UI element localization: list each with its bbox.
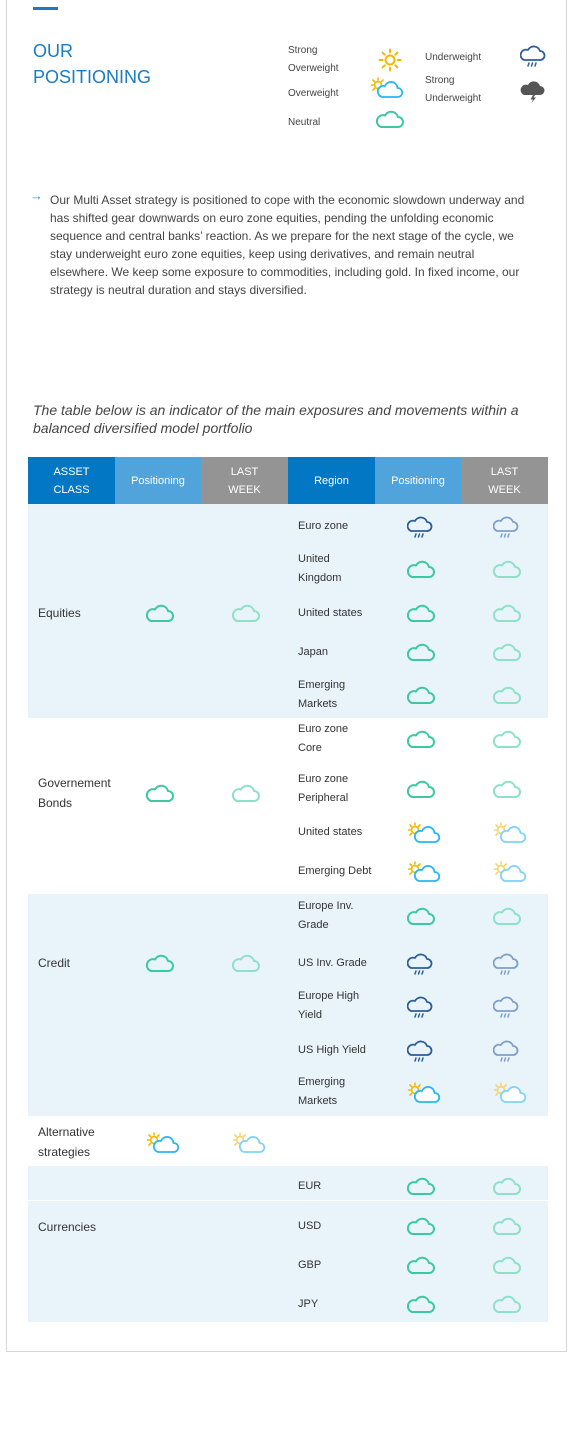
arrow-icon: →: [30, 188, 43, 203]
region-text: Markets: [298, 1095, 338, 1107]
cloud-icon: [146, 782, 174, 809]
rain-cloud-icon: [493, 1039, 519, 1070]
cloud-icon: [407, 1293, 435, 1320]
rain-cloud-icon: [407, 952, 433, 983]
sun-cloud-icon: [493, 1081, 527, 1110]
rain-cloud-icon: [407, 515, 433, 546]
region-gb-emd: Emerging Debt: [298, 865, 372, 877]
cloud-icon: [493, 1293, 521, 1320]
cloud-icon: [407, 1215, 435, 1242]
table-body: [28, 504, 548, 1322]
currencies-group: [28, 1166, 548, 1322]
credit-group: [28, 894, 548, 1116]
region-text: Emerging: [298, 1076, 346, 1088]
rain-cloud-icon: [493, 995, 519, 1026]
header-positioning: Positioning: [115, 457, 201, 504]
region-eq-euro: Euro zone: [298, 520, 349, 532]
cloud-icon: [407, 558, 435, 585]
sun-cloud-icon: [232, 1131, 266, 1160]
asset-class-credit: Credit: [38, 956, 71, 970]
region-cr-usig: US Inv. Grade: [298, 957, 367, 969]
region-gb-us: United states: [298, 826, 363, 838]
cloud-icon: [407, 1254, 435, 1281]
divider: [28, 1200, 548, 1201]
rain-cloud-icon: [407, 995, 433, 1026]
rain-cloud-icon: [493, 515, 519, 546]
cloud-icon: [493, 641, 521, 668]
cloud-icon: [407, 684, 435, 711]
cloud-icon: [407, 1175, 435, 1202]
cloud-icon: [407, 602, 435, 629]
cloud-icon: [407, 905, 435, 932]
equities-group: [28, 504, 548, 718]
region-cr-em: [298, 1073, 378, 1111]
cloud-icon: [493, 558, 521, 585]
asset-class-equities: Equities: [38, 606, 81, 620]
title-line-1: OUR: [33, 41, 73, 61]
sun-cloud-icon: [370, 76, 404, 105]
cloud-icon: [493, 728, 521, 755]
title-line-2: POSITIONING: [33, 67, 152, 87]
sun-cloud-icon: [493, 821, 527, 850]
legend-strong-underweight-label: [425, 72, 481, 108]
asset-class-gov_bonds: [38, 773, 111, 813]
header-region: Region: [288, 457, 375, 504]
rain-cloud-icon: [520, 44, 546, 75]
cloud-icon: [493, 1254, 521, 1281]
region-eq-uk: [298, 550, 378, 588]
header-last-week-region: [461, 457, 548, 504]
asset-class-alternative: [38, 1122, 95, 1162]
table-note: The table below is an indicator of the main exposures and movements within a balanced diversified model portfolio: [33, 402, 519, 436]
region-text: Euro zone: [298, 773, 349, 785]
sun-cloud-icon: [407, 1081, 441, 1110]
region-cr-ehy: [298, 987, 378, 1025]
legend-text: Strong: [425, 75, 455, 86]
asset-class-text: Governement: [38, 776, 111, 790]
region-gb-core: [298, 720, 378, 758]
cloud-icon: [232, 602, 260, 629]
header-last-week: [201, 457, 288, 504]
legend-overweight-label: Overweight: [288, 88, 339, 99]
header-asset-class: [28, 457, 115, 504]
asset-class-text: strategies: [38, 1145, 91, 1159]
cloud-icon: [146, 602, 174, 629]
cloud-icon: [493, 778, 521, 805]
sun-icon: [378, 48, 402, 77]
region-text: Kingdom: [298, 572, 342, 584]
sun-cloud-icon: [407, 821, 441, 850]
positioning-table: [28, 457, 548, 1322]
cloud-icon: [232, 782, 260, 809]
legend-text: Overweight: [288, 63, 339, 74]
header-text: WEEK: [488, 483, 521, 496]
legend-text: Underweight: [425, 93, 482, 104]
header-text: CLASS: [53, 483, 90, 496]
region-cr-ushy: US High Yield: [298, 1044, 366, 1056]
cloud-icon: [493, 905, 521, 932]
asset-class-text: Alternative: [38, 1125, 95, 1139]
region-eq-em: [298, 676, 378, 714]
region-text: Core: [298, 742, 322, 754]
region-eq-japan: Japan: [298, 646, 328, 658]
legend-neutral-label: Neutral: [288, 117, 321, 128]
page-title: [33, 38, 151, 90]
storm-cloud-icon: [520, 80, 546, 109]
region-gb-periph: [298, 770, 378, 808]
header-positioning-region: Positioning: [375, 457, 461, 504]
sun-cloud-icon: [493, 860, 527, 889]
region-fx-usd: USD: [298, 1220, 322, 1232]
sun-cloud-icon: [146, 1131, 180, 1160]
cloud-icon: [146, 952, 174, 979]
rain-cloud-icon: [493, 952, 519, 983]
asset-class-currencies: Currencies: [38, 1220, 97, 1234]
legend-underweight-label: Underweight: [425, 52, 482, 63]
accent-bar: [33, 7, 58, 10]
header-text: WEEK: [228, 483, 261, 496]
rain-cloud-icon: [407, 1039, 433, 1070]
cloud-icon: [407, 728, 435, 755]
header-text: LAST: [230, 465, 259, 478]
cloud-icon: [493, 684, 521, 711]
cloud-icon: [493, 1175, 521, 1202]
intro-paragraph: Our Multi Asset strategy is positioned to cope with the economic slowdown underway and has shifted gear downwards on euro zone equities, pending the unfolding economic sequence and central banks’ reaction. As we prepare for the next stage of the cycle, we stay underweight euro zone equities, keep using derivatives, and remain neutral elsewhere. We keep some exposure to commodities, including gold. In fixed income, our strategy is neutral duration and stays diversified.: [50, 193, 525, 297]
region-text: Europe High: [298, 990, 360, 1002]
alternative-group: [28, 1116, 548, 1166]
region-text: Grade: [298, 919, 329, 931]
legend-strong-overweight-label: [288, 42, 339, 78]
cloud-icon: [232, 952, 260, 979]
region-eq-us: United states: [298, 607, 363, 619]
cloud-icon: [493, 602, 521, 629]
region-text: Yield: [298, 1009, 323, 1021]
region-text: Markets: [298, 698, 338, 710]
region-text: Euro zone: [298, 723, 349, 735]
region-fx-gbp: GBP: [298, 1259, 322, 1271]
legend-text: Strong: [288, 45, 318, 56]
header-text: ASSET: [53, 465, 90, 478]
cloud-icon: [407, 641, 435, 668]
cloud-icon: [407, 778, 435, 805]
header-text: LAST: [490, 465, 519, 478]
cloud-icon: [376, 108, 404, 135]
region-cr-eig: [298, 897, 378, 935]
cloud-icon: [493, 1215, 521, 1242]
region-fx-jpy: JPY: [298, 1298, 319, 1310]
region-text: Peripheral: [298, 792, 349, 804]
region-text: Emerging: [298, 679, 346, 691]
table-header: [28, 457, 548, 504]
region-text: Europe Inv.: [298, 900, 354, 912]
region-fx-eur: EUR: [298, 1180, 322, 1192]
asset-class-text: Bonds: [38, 796, 73, 810]
region-text: United: [298, 553, 330, 565]
sun-cloud-icon: [407, 860, 441, 889]
